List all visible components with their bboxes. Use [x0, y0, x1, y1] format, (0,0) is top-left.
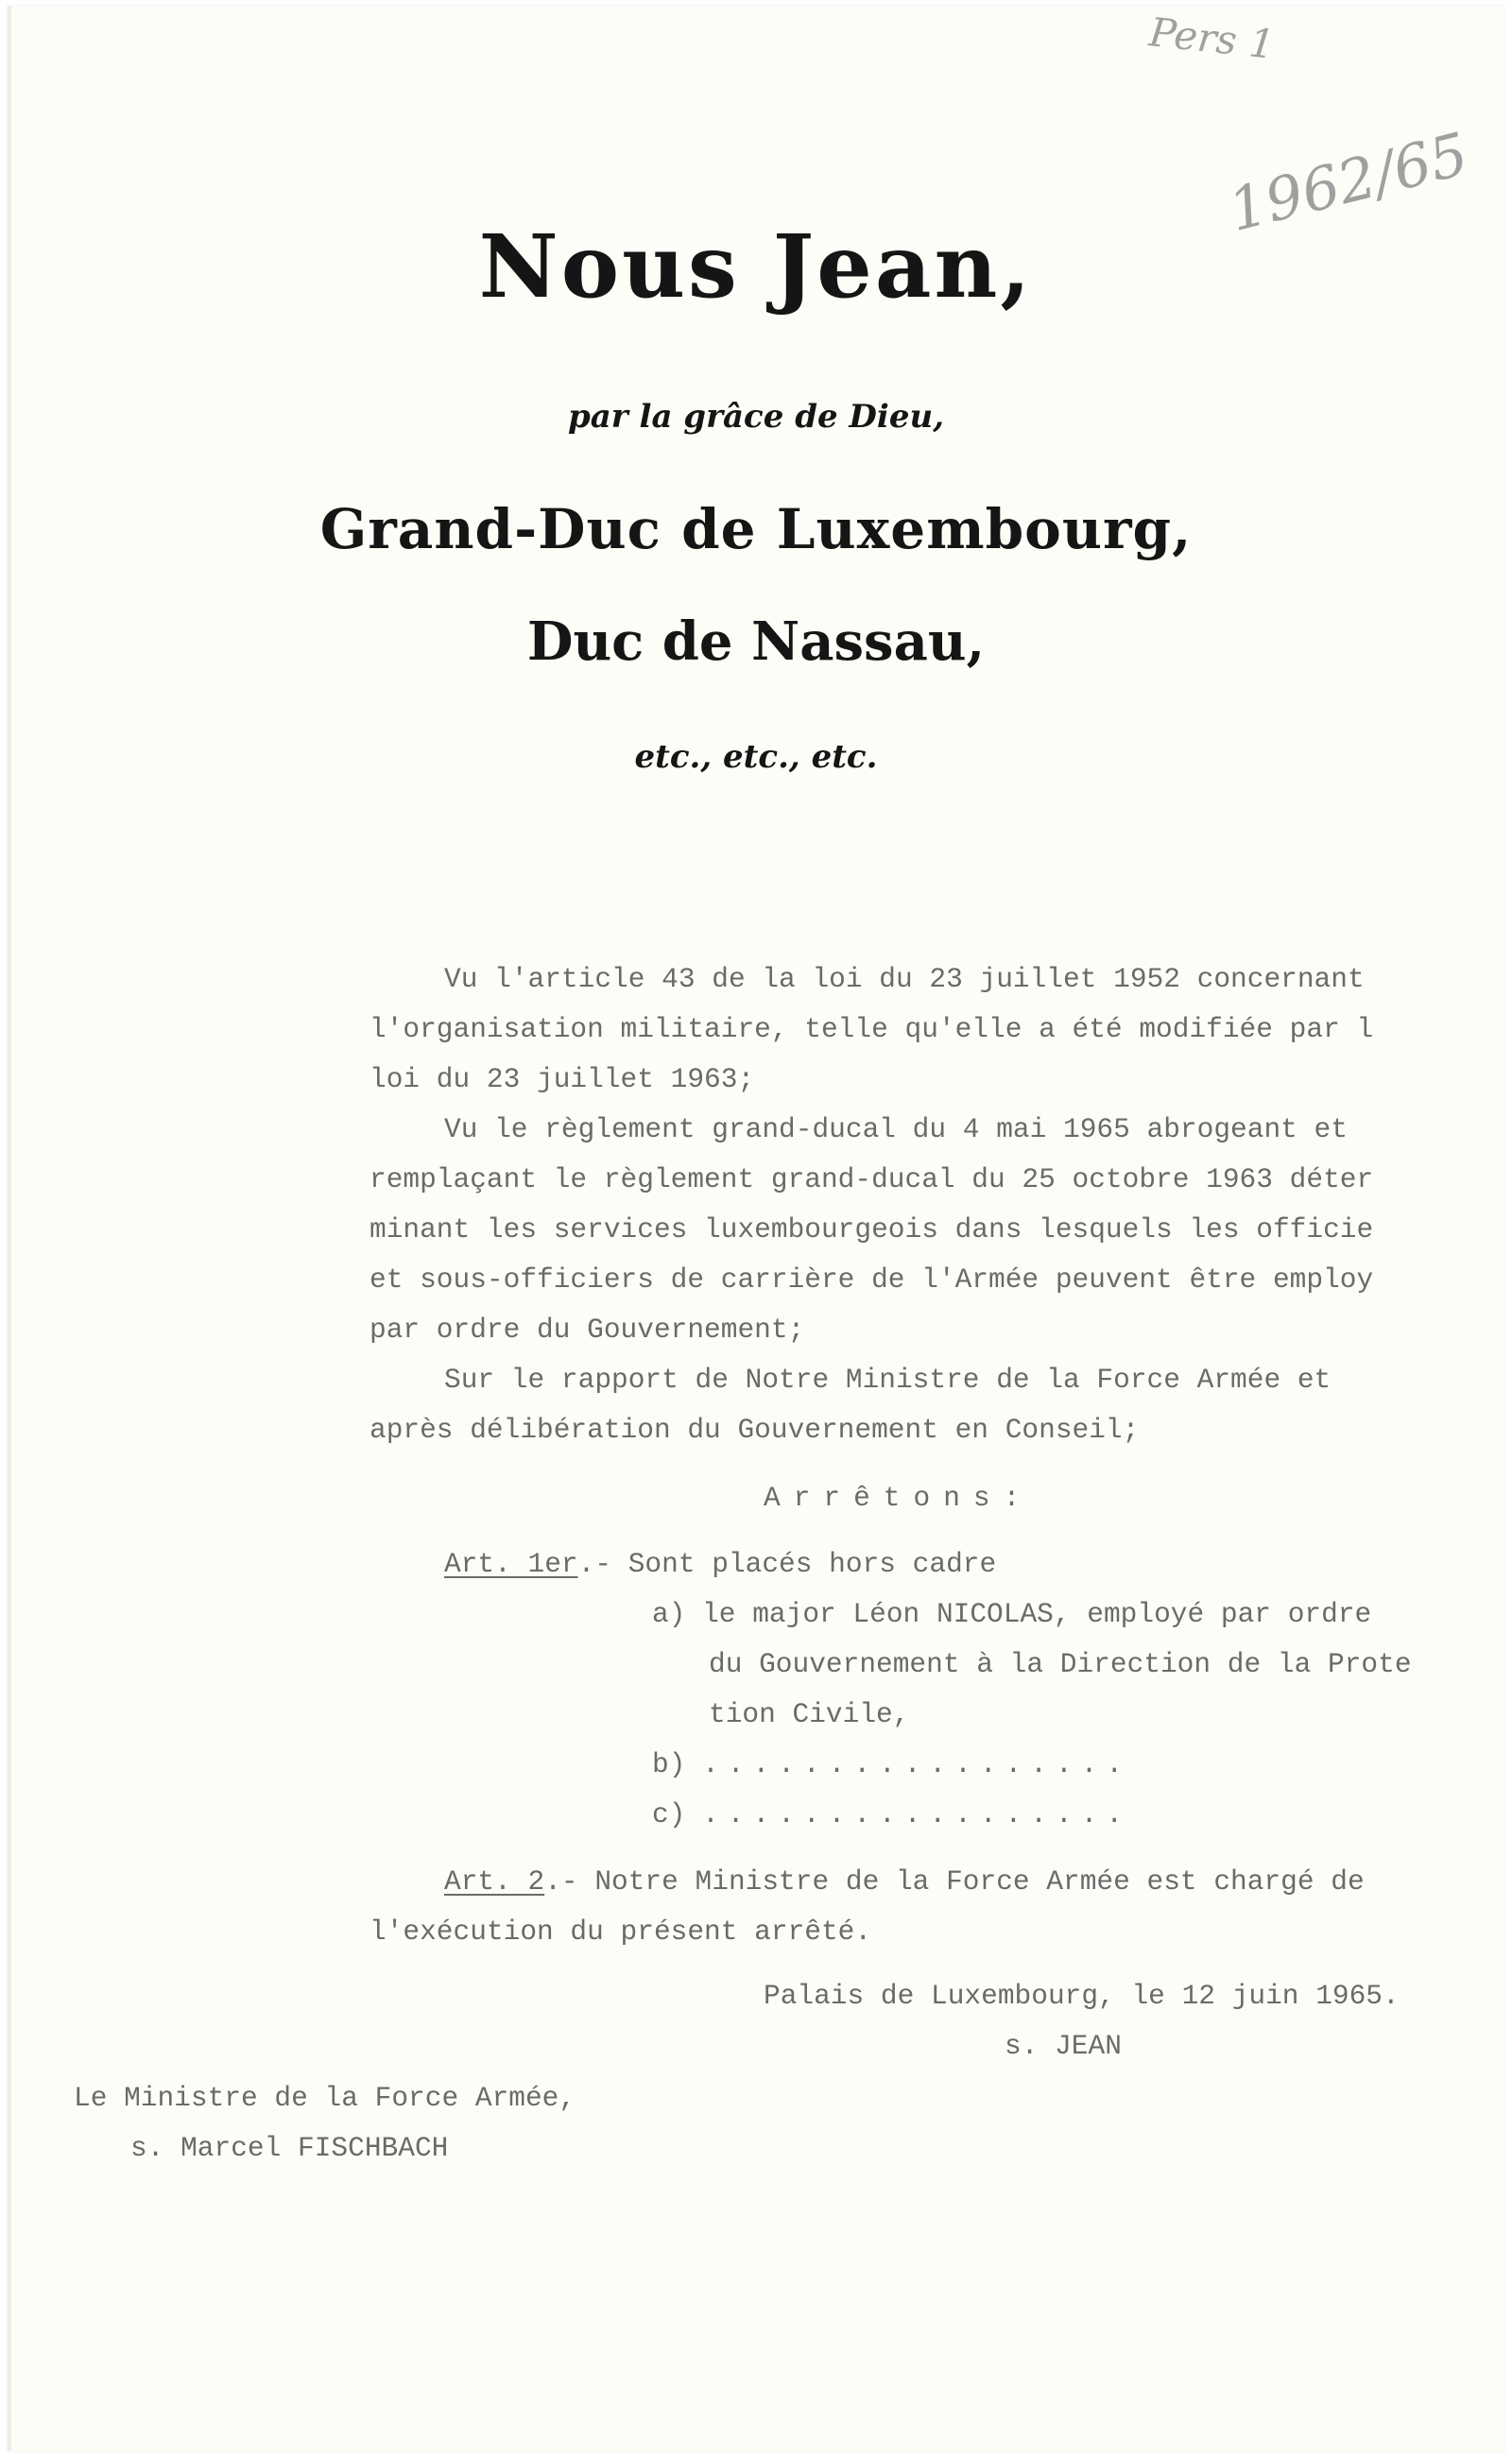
handwritten-reference: 1962/65: [1221, 118, 1475, 246]
page-edge: [8, 6, 11, 2451]
preamble-line: par ordre du Gouvernement;: [369, 1314, 805, 1346]
item-b-dots: .................: [702, 1748, 1132, 1780]
document-page: [8, 6, 1504, 2451]
item-c-dots: .................: [702, 1798, 1132, 1830]
preamble-line: Sur le rapport de Notre Ministre de la Force Armée et: [444, 1364, 1332, 1396]
minister-title: Le Ministre de la Force Armée,: [74, 2082, 576, 2114]
preamble-line: loi du 23 juillet 1963;: [369, 1063, 755, 1095]
article-1-item-a: a) le major Léon NICOLAS, employé par ordre: [652, 1598, 1372, 1630]
article-1-text: .- Sont placés hors cadre: [577, 1548, 997, 1580]
decree-title: Nous Jean,: [478, 215, 1034, 318]
article-2-line: [444, 1865, 1365, 1898]
article-1-item-c: [652, 1798, 1132, 1830]
item-b-label: b): [652, 1748, 686, 1780]
preamble-line: après délibération du Gouvernement en Conseil;: [369, 1414, 1140, 1446]
grand-duke-line: Grand-Duc de Luxembourg,: [319, 497, 1193, 561]
grand-duke-signature: s. JEAN: [1005, 2030, 1122, 2062]
minister-signature: s. Marcel FISCHBACH: [130, 2132, 449, 2164]
etc-line: etc., etc., etc.: [634, 738, 878, 776]
place-date: Palais de Luxembourg, le 12 juin 1965.: [764, 1980, 1400, 2012]
preamble-line: minant les services luxembourgeois dans lesquels les officie: [369, 1213, 1374, 1246]
duke-line: Duc de Nassau,: [526, 610, 986, 673]
article-2-text: .- Notre Ministre de la Force Armée est chargé de: [544, 1865, 1365, 1898]
article-2-label: Art. 2: [444, 1865, 545, 1898]
preamble-line: l'organisation militaire, telle qu'elle a été modifiée par l: [369, 1013, 1374, 1045]
handwritten-note: Pers 1: [1146, 9, 1278, 68]
decree-subtitle: par la grâce de Dieu,: [567, 398, 945, 436]
article-1-line: [444, 1548, 997, 1580]
article-2-cont: l'exécution du présent arrêté.: [369, 1916, 872, 1948]
arretons-heading: Arrêtons:: [764, 1482, 1034, 1514]
article-1-item-a-cont: du Gouvernement à la Direction de la Prote: [709, 1648, 1412, 1680]
preamble-line: Vu le règlement grand-ducal du 4 mai 1965 abrogeant et: [444, 1113, 1348, 1145]
preamble-line: Vu l'article 43 de la loi du 23 juillet 1952 concernant: [444, 963, 1365, 995]
article-1-label: Art. 1er: [444, 1548, 578, 1580]
article-1-item-a-cont: tion Civile,: [709, 1698, 910, 1730]
article-1-item-b: [652, 1748, 1132, 1780]
item-c-label: c): [652, 1798, 686, 1830]
preamble-line: et sous-officiers de carrière de l'Armée peuvent être employ: [369, 1263, 1374, 1296]
preamble-line: remplaçant le règlement grand-ducal du 25 octobre 1963 déter: [369, 1163, 1374, 1195]
